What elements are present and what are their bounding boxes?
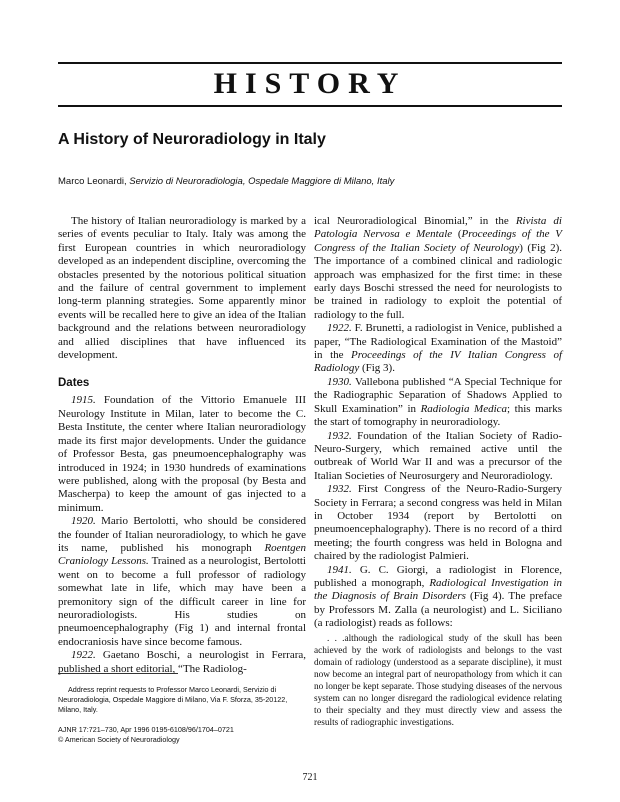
entry-text: Vallebona published “A Special Technique for the Radiographic Separation of Shadows Applied to Skull Examination” in xyxy=(314,375,562,415)
entry-text: (Fig 4). The preface by Professors M. Zalla (a neurologist) and L. Siciliano (a radiologist) reads as follows: xyxy=(314,590,562,630)
entry-text: ) (Fig 2). The importance of a combined clinical and radiologic approach was emphasized for the first time: in these early days Boschi stressed the need for neurologists to be trained in radiology to exploit the potential of radiology to the full. xyxy=(314,241,562,321)
entry-text: ; this marks the start of tomography in neuroradiology. xyxy=(314,402,562,429)
left-column xyxy=(58,215,306,676)
author-line xyxy=(58,176,394,188)
entry-year: 1930. xyxy=(327,375,352,388)
entry-1941 xyxy=(314,564,562,631)
entry-text: Gaetano Boschi, a neurologist in Ferrara, published a short editorial, “The Radiolog- xyxy=(58,649,306,675)
proceedings-title: Proceedings of the IV Italian Congress of Radiology xyxy=(314,349,562,375)
entry-1922-boschi-continued xyxy=(314,215,562,322)
book-title: Radiological Investigation in the Diagnosis of Brain Disorders xyxy=(314,576,562,603)
author-affiliation: Servizio di Neuroradiologia, Ospedale Maggiore di Milano, Italy xyxy=(129,176,395,187)
right-column xyxy=(314,215,562,729)
entry-text: First Congress of the Neuro-Radio-Surgery Society in Ferrara; a second congress was held in Milan in October 1934 (report by Bertolotti on pneumoencephalography). There is no record of a third meeting; the fourth congress was held in Bologna and chaired by the radiologist Palmieri. xyxy=(314,483,562,563)
entry-1932-congress xyxy=(314,483,562,563)
entry-year: 1920. xyxy=(71,515,96,528)
entry-1930 xyxy=(314,376,562,430)
entry-text: Foundation of the Italian Society of Radio-Neuro-Surgery, which remained active until the outbreak of World War II and was a precursor of the Italian Societies of Neurosurgery and Neuroradiology. xyxy=(314,429,562,482)
proceedings-title: Proceedings of the V Congress of the Italian Society of Neurology xyxy=(314,228,562,254)
header-rule-bottom xyxy=(58,105,562,107)
entry-text: Mario Bertolotti, who should be considered the founder of Italian neuroradiology, to which he gave its name, published his monograph xyxy=(58,515,306,554)
journal-title: Radiologia Medica xyxy=(420,402,508,415)
entry-1915 xyxy=(58,394,306,515)
copyright-line: © American Society of Neuroradiology xyxy=(58,735,180,744)
dates-heading: Dates xyxy=(58,377,90,390)
entry-text: ( xyxy=(452,228,462,241)
footnote-divider xyxy=(58,673,178,674)
entry-text: G. C. Giorgi, a radiologist in Florence, published a monograph, xyxy=(314,563,562,589)
footnote xyxy=(58,685,306,745)
book-title: Roentgen Craniology Lessons. xyxy=(58,541,306,568)
entry-year: 1915. xyxy=(71,394,96,407)
entry-text: Trained as a neurologist, Bertolotti went on to become a full professor of radiology somewhat late in life, which may have been a premonitory sign of the difficult career in line for neuroradiologists. His studies on pneumoencephalography (Fig 1) and internal frontal endocraniosis have since become famous. xyxy=(58,555,306,648)
journal-title: Rivista di Patologia Nervosa e Mentale xyxy=(314,215,562,241)
section-heading: HISTORY xyxy=(213,67,407,100)
reprint-address: Address reprint requests to Professor Marco Leonardi, Servizio di Neuroradiologia, Ospedale Maggiore di Milano, Via F. Sforza, 35-20122, Milano, Italy. xyxy=(58,685,288,714)
entry-year: 1932. xyxy=(327,429,352,442)
block-quote: . . .although the radiological study of the skull has been achieved by the work of radiologists and belongs to the vast domain of radiology (understood as a separate discipline), it must now become an integral part of neuropathology from which it can no longer be kept separate. Those studying diseases of the nervous system can no longer disregard the radiological evidence relating to their specialty and they must directly view and assess the results of radiographic investigations. xyxy=(314,633,562,728)
entry-text: ical Neuroradiological Binomial,” in the xyxy=(314,215,516,227)
header-rule-top xyxy=(58,62,562,64)
entry-1922-brunetti xyxy=(314,322,562,376)
entry-1932-foundation xyxy=(314,430,562,484)
page-number: 721 xyxy=(302,772,318,783)
entry-text: F. Brunetti, a radiologist in Venice, published a paper, “The Radiological Examination of the Mastoid” in the xyxy=(314,322,562,362)
entry-1922-boschi xyxy=(58,649,306,676)
intro-paragraph: The history of Italian neuroradiology is marked by a series of events peculiar to Italy. Italy was among the first European countries in which neuroradiology developed as an independent discipline, overcoming the obstacles presented by the notorious political situation and the failure of central government to implement long-term planning strategies. Some apparently minor events will be recalled here to give an idea of the Italian background and the relations between neuroradiology and allied disciplines that have influenced its development. xyxy=(58,215,306,362)
entry-year: 1932. xyxy=(327,483,352,496)
article-title: A History of Neuroradiology in Italy xyxy=(58,131,326,148)
journal-citation: AJNR 17:721–730, Apr 1996 0195-6108/96/1704–0721 xyxy=(58,725,234,734)
entry-text: Foundation of the Vittorio Emanuele III Neurology Institute in Milan, later to become the C. Besta Institute, the center where Italian neuroradiology made its first major developments. Under the guidance of Professor Besta, gas pneumoencephalography was introduced in 1924; in 1930 hundreds of examinations were published, along with the proposal (by Besta and Mascherpa) to keep the amount of gas injected to a minimum. xyxy=(58,394,306,514)
entry-text: (Fig 3). xyxy=(359,362,395,375)
entry-year: 1922. xyxy=(71,649,96,662)
entry-year: 1941. xyxy=(327,563,352,576)
entry-year: 1922. xyxy=(327,322,352,335)
entry-1920 xyxy=(58,515,306,649)
author-name: Marco Leonardi, xyxy=(58,176,127,187)
